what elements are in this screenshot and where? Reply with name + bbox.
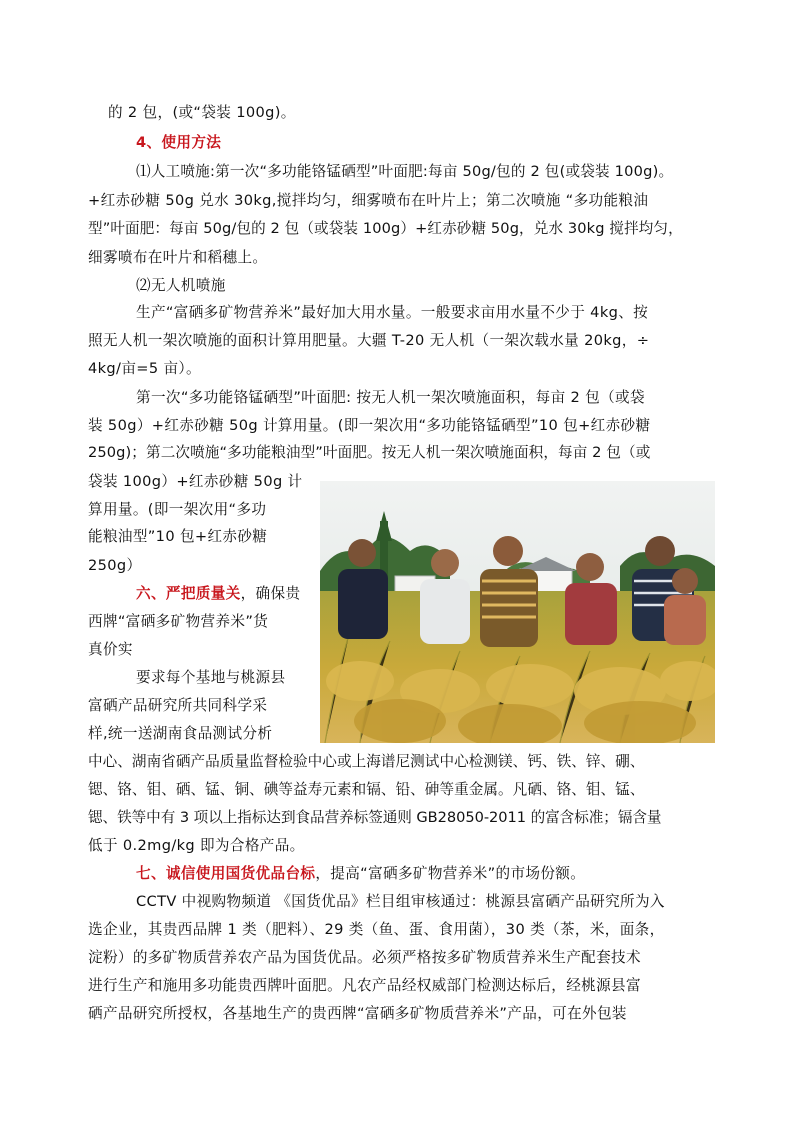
text-line: 进行生产和施用多功能贵西牌叶面肥。凡农产品经权威部门检测达标后，经桃源县富: [88, 977, 641, 994]
text-line: 袋装 100g）+红赤砂糖 50g 计: [88, 473, 303, 490]
text-line: 西牌“富硒多矿物营养米”货: [88, 613, 269, 630]
text-line: 生产“富硒多矿物营养米”最好加大用水量。一般要求亩用水量不少于 4kg、按: [136, 304, 649, 321]
text-line: 锶、铁等中有 3 项以上指标达到食品营养标签通则 GB28050-2011 的富含标准；镉含量: [88, 809, 662, 826]
text-line: 硒产品研究所授权，各基地生产的贵西牌“富硒多矿物质营养米”产品，可在外包装: [88, 1005, 627, 1022]
text-line: +红赤砂糖 50g 兑水 30kg,搅拌均匀，细雾喷布在叶片上；第二次喷施 “多功能粮油: [88, 192, 649, 209]
text-line: CCTV 中视购物频道 《国货优品》栏目组审核通过：桃源县富硒产品研究所为入: [136, 893, 665, 910]
section-heading-usage: 4、使用方法: [136, 134, 222, 151]
text-line: 淀粉）的多矿物质营养农产品为国货优品。必须严格按多矿物质营养米生产配套技术: [88, 949, 641, 966]
text-line: 要求每个基地与桃源县: [136, 669, 286, 686]
text-line: 算用量。(即一架次用“多功: [88, 501, 267, 518]
text-line: 细雾喷布在叶片和稻穗上。: [88, 249, 268, 266]
text-line: 照无人机一架次喷施的面积计算用肥量。大疆 T-20 无人机（一架次载水量 20kg，÷: [88, 332, 650, 349]
section-7-line: [136, 864, 585, 884]
text-line: ⑵无人机喷施: [136, 277, 226, 294]
text-line: 的 2 包，(或“袋装 100g)。: [108, 104, 296, 121]
text-line: 装 50g）+红赤砂糖 50g 计算用量。(即一架次用“多功能铬锰硒型”10 包+红赤砂糖: [88, 417, 651, 434]
text-line: 能粮油型”10 包+红赤砂糖: [88, 528, 268, 545]
text-line: 型”叶面肥：每亩 50g/包的 2 包（或袋装 100g）+红赤砂糖 50g，兑水 30kg 搅拌均匀，: [88, 220, 683, 237]
text-line: 4kg/亩=5 亩）。: [88, 360, 201, 377]
text-line: 第一次“多功能铬锰硒型”叶面肥: 按无人机一架次喷施面积，每亩 2 包（或袋: [136, 389, 645, 406]
section-7-rest: ，提高“富硒多矿物营养米”的市场份额。: [315, 865, 586, 882]
section-6-line: [136, 584, 300, 604]
section-6-rest: ，确保贵: [240, 585, 301, 602]
text-line: 低于 0.2mg/kg 即为合格产品。: [88, 837, 305, 854]
text-line: ⑴人工喷施:第一次“多功能铬锰硒型”叶面肥:每亩 50g/包的 2 包(或袋装 100g)。: [136, 163, 674, 180]
section-heading-brand: 七、诚信使用国货优品台标: [136, 865, 316, 882]
text-line: 中心、湖南省硒产品质量监督检验中心或上海谱尼测试中心检测镁、钙、铁、锌、硼、: [88, 753, 645, 770]
text-line: 富硒产品研究所共同科学采: [88, 697, 268, 714]
text-line: 锶、铬、钼、硒、锰、铜、碘等益寿元素和镉、铅、砷等重金属。凡硒、铬、钼、锰、: [88, 781, 645, 798]
text-line: 样,统一送湖南食品测试分析: [88, 725, 273, 742]
rice-field-photo: [320, 481, 715, 743]
text-line: 真价实: [88, 641, 133, 658]
text-line: 250g）: [88, 557, 142, 574]
text-line: 250g)；第二次喷施“多功能粮油型”叶面肥。按无人机一架次喷施面积，每亩 2 包（或: [88, 444, 651, 461]
text-line: 选企业，其贵西品牌 1 类（肥料）、29 类（鱼、蛋、食用菌），30 类（茶，米，面条，: [88, 921, 665, 938]
section-heading-quality: 六、严把质量关: [136, 585, 241, 602]
